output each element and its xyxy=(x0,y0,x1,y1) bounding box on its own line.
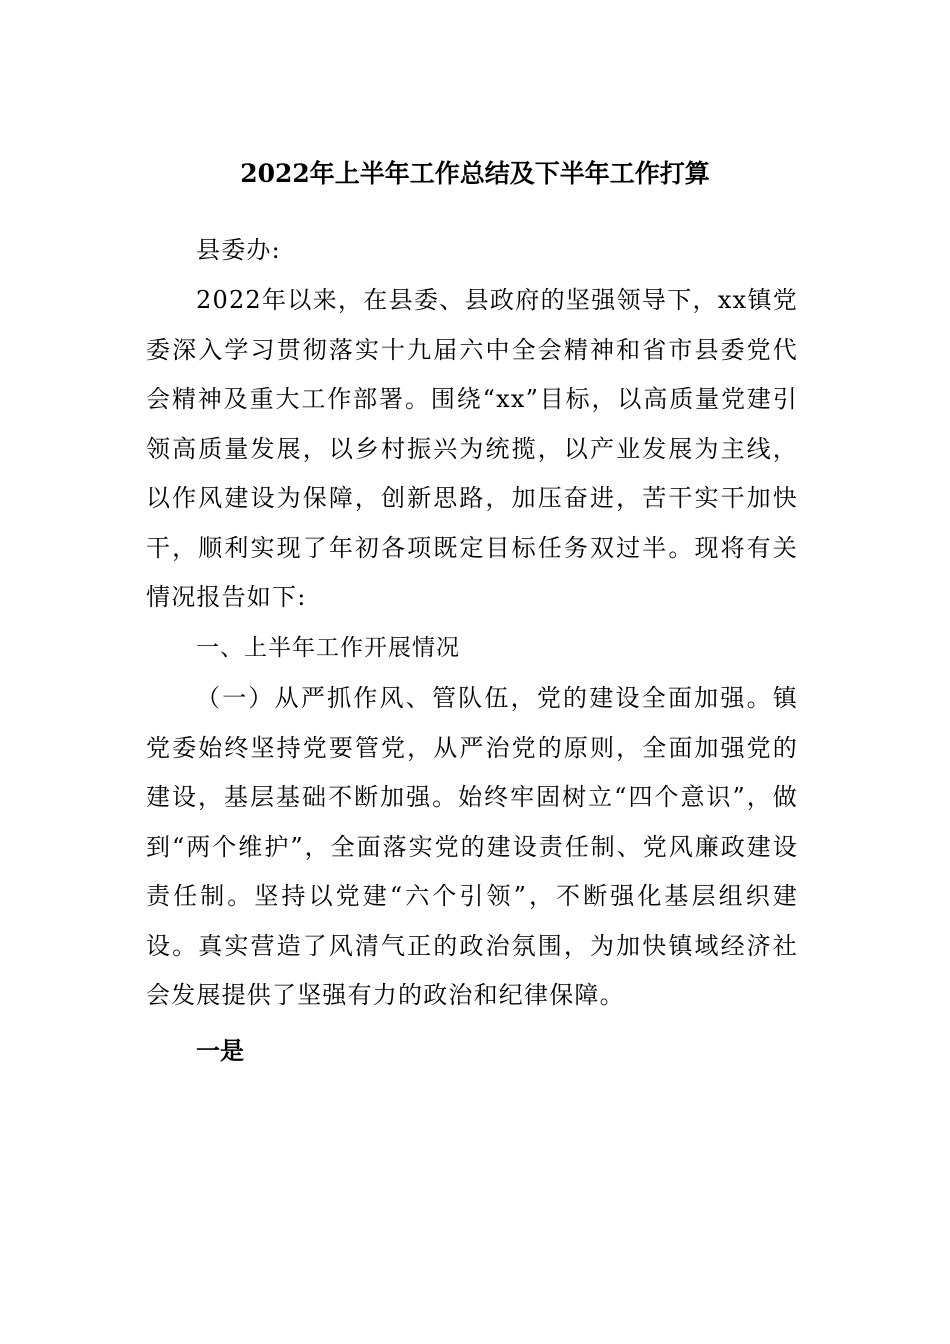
salutation xyxy=(146,226,848,276)
sub-item-lead: 一是 xyxy=(196,1036,244,1065)
paragraph-party-building xyxy=(146,674,798,1021)
paragraph-party-building-text: （一）从严抓作风、管队伍，党的建设全面加强。镇党委始终坚持党要管党，从严治党的原则，全面加强党的建设，基层基础不断加强。始终牢固树立“四个意识”，做到“两个维护”，全面落实党的建设责任制、党风廉政建设责任制。坚持以党建“六个引领”，不断强化基层组织建设。真实营造了风清气正的政治氛围，为加快镇域经济社会发展提供了坚强有力的政治和纪律保障。 xyxy=(146,684,798,1009)
section-heading-1: 一、上半年工作开展情况 xyxy=(196,635,460,661)
salutation-text: 县委办: xyxy=(196,236,281,264)
document-title: 2022年上半年工作总结及下半年工作打算 xyxy=(240,159,710,188)
paragraph-intro xyxy=(146,276,798,623)
paragraph-intro-text: 2022年以来，在县委、县政府的坚强领导下，xx镇党委深入学习贯彻落实十九届六中全会精神和省市县委党代会精神及重大工作部署。围绕“xx”目标，以高质量党建引领高质量发展，以乡村振兴为统揽，以产业发展为主线，以作风建设为保障，创新思路，加压奋进，苦干实干加快干，顺利实现了年初各项既定目标任务双过半。现将有关情况报告如下: xyxy=(146,286,798,611)
